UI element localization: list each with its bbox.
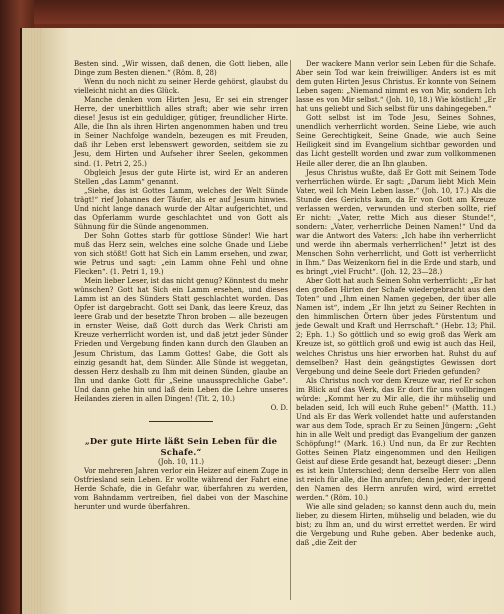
book-page <box>42 28 504 614</box>
paragraph: Mein lieber Leser, ist das nicht genug? Könntest du mehr wünschen? Gott hat Sich ein Lamm ersehen, und dieses Lamm ist an des Sünders Statt geschlachtet worden. Das Opfer ist dargebracht. Gott sei Dank, das leere Kreuz, das leere Grab und der besetzte Thron broben — alle bezeugen in ernster Weise, daß Gott durch das Werk Christi am Kreuze verherrlicht worden ist, und daß jetzt jeder Sünder Frieden und Vergebung finden kann durch den Glauben an Jesum Christum, das Lamm Gottes! Gabe, die Gott als einzig gesandt hat, dem Sünder. Alle Sünde ist weggetan, dessen Herz deshalb zu Ihm mit deinen Sünden, glaube an Ihn und danke Gott für „Seine unaussprechliche Gabe“. Und dann gehe hin und laß dein Leben die Lehre unseres Heilandes zieren in allen Dingen! (Tit. 2, 10.) <box>74 277 289 403</box>
right-text-column <box>296 60 496 549</box>
paragraph: „Siehe, das ist Gottes Lamm, welches der Welt Sünde trägt!“ rief Johannes der Täufer, als er auf Jesum hinwies. Und nicht lange danach wurde der Altar aufgerichtet, und das Opferlamm wurde geschlachtet und von Gott als Sühnung für die Sünde angenommen. <box>74 186 288 231</box>
book-cover-top-edge <box>0 0 504 24</box>
paragraph: Als Christus noch vor dem Kreuze war, rief Er schon im Blick auf das Werk, das Er dort für uns vollbringen würde: „Kommt her zu Mir alle, die ihr mühselig und beladen seid, Ich will euch Ruhe geben!“ (Matth. 11.) Und als Er das Werk vollendet hatte und auferstanden war aus dem Tode, sprach Er zu Seinen Jüngern: „Geht hin in alle Welt und predigt das Evangelium der ganzen Schöpfung!“ (Mark. 16.) Und nun, da Er zur Rechten Gottes Seinen Platz eingenommen und den Heiligen Geist auf diese Erde gesandt hat, bezeugt dieser: „Denn es ist kein Unterschied; denn derselbe Herr von allen ist reich für alle, die Ihn anrufen; denn jeder, der irgend den Namen des Herrn anrufen wird, wird errettet werden.“ (Röm. 10.) <box>296 376 496 503</box>
paragraph: Aber Gott hat auch Seinen Sohn verherrlicht: „Er hat den großen Hirten der Schafe wiedergebracht aus den Toten“ und „Ihm einen Namen gegeben, der über alle Namen ist“, indem „Er Ihn jetzt zu Seiner Rechten in den himmlischen Örtern über jedes Fürstentum und jede Gewalt und Kraft und Herrschaft.“ (Hebr. 13; Phil. 2; Eph. 1.) So göttlich und so ewig groß das Werk am Kreuze ist, so göttlich groß und ewig ist auch das Heil, welches Christus uns hier erworben hat. Ruhst du auf demselben? Hast dein geängstigtes Gewissen dort Vergebung und deine Seele dort Frieden gefunden? <box>296 277 496 376</box>
left-text-column <box>74 60 288 512</box>
paragraph: Gott selbst ist im Tode Jesu, Seines Sohnes, unendlich verherrlicht worden. Seine Liebe, wie auch Seine Gerechtigkeit, Seine Gnade, wie auch Seine Heiligkeit sind im Evangelium sichtbar geworden und das Licht gestellt worden und zwar zum vollkommenen Heile aller derer, die an Ihn glauben. <box>296 114 496 168</box>
section-heading: „Der gute Hirte läßt Sein Leben für die Schafe.“ <box>84 435 278 457</box>
paragraph: Manche denken vom Hirten Jesu, Er sei ein strenger Herre, der unerbittlich alles straft; aber wie sehr irren diese! Jesus ist ein geduldiger, gütiger, freundlicher Hirte. Alle, die Ihn als ihren Hirten angenommen haben und treu in Seiner Nachfolge wandeln, bezeugen es mit Freuden, daß ihr Leben erst lebenswert geworden, seitdem sie zu Jesu, dem Hirten und Aufseher ihrer Seelen, gekommen sind. (1. Petri 2, 25.) <box>74 96 288 168</box>
paragraph: Der wackere Mann verlor sein Leben für die Schafe. Aber sein Tod war kein freiwilliger. Anders ist es mit dem guten Hirten Jesus Christus. Er konnte von Seinem Leben sagen: „Niemand nimmt es von Mir, sondern Ich lasse es von Mir selbst.“ (Joh. 10, 18.) Wie köstlich! „Er hat uns geliebt und Sich selbst für uns dahingegeben.“ <box>296 60 496 114</box>
column-divider-line <box>290 60 291 600</box>
paragraph: Besten sind. „Wir wissen, daß denen, die Gott lieben, alle Dinge zum Besten dienen.“ (Röm. 8, 28) <box>74 60 288 78</box>
paragraph: Jesus Christus wußte, daß Er Gott mit Seinem Tode verherrlichen würde. Er sagt: „Darum liebt Mich Mein Vater, weil Ich Mein Leben lasse.“ (Joh. 10, 17.) Als die Stunde des Gerichts kam, da Er von Gott am Kreuze verlassen werden, verwunden und sterben sollte, rief Er nicht: „Vater, rette Mich aus dieser Stunde!“, sondern: „Vater, verherrliche Deinen Namen!“ Und da war die Antwort des Vaters: „Ich habe ihn verherrlicht und werde ihn abermals verherrlichen!“ Jetzt ist des Menschen Sohn verherrlicht, und Gott ist verherrlicht in Ihm.“ Das Weizenkorn fiel in die Erde und starb, und es bringt „viel Frucht“. (Joh. 12, 23—28.) <box>296 168 496 277</box>
section-separator-line <box>149 421 213 422</box>
paragraph: Obgleich Jesus der gute Hirte ist, wird Er an anderen Stellen „das Lamm“ genannt. <box>74 168 288 186</box>
paragraph: Der Sohn Gottes starb für gottlose Sünder! Wie hart muß das Herz sein, welches eine solche Gnade und Liebe von sich stößt! Gott hat Sich ein Lamm ersehen, und zwar, wie Petrus und sagt: „ein Lamm ohne Fehl und ohne Flecken“. (1. Petri 1, 19.) <box>74 231 288 277</box>
section-bible-reference: (Joh. 10, 11.) <box>158 457 204 466</box>
author-signature: O. D. <box>270 403 288 412</box>
paragraph: Vor mehreren Jahren verlor ein Heizer auf einem Zuge in Ostfriesland sein Leben. Er wollte während der Fahrt eine Herde Schafe, die in Gefahr war, überfahren zu werden, vom Bahndamm vertreiben, fiel dabei von der Maschine herunter und wurde überfahren. <box>74 466 288 512</box>
paragraph: Wenn du noch nicht zu seiner Herde gehörst, glaubst du vielleicht nicht an dies Glück. <box>74 78 288 96</box>
paragraph: Wie alle sind geladen; so kannst denn auch du, mein lieber, zu diesem Hirten, mühselig und beladen, wie du bist; zu Ihm an, und du wirst errettet werden. Er wird die Vergebung und Ruhe geben. Aber bedenke auch, daß „die Zeit der <box>296 503 496 548</box>
